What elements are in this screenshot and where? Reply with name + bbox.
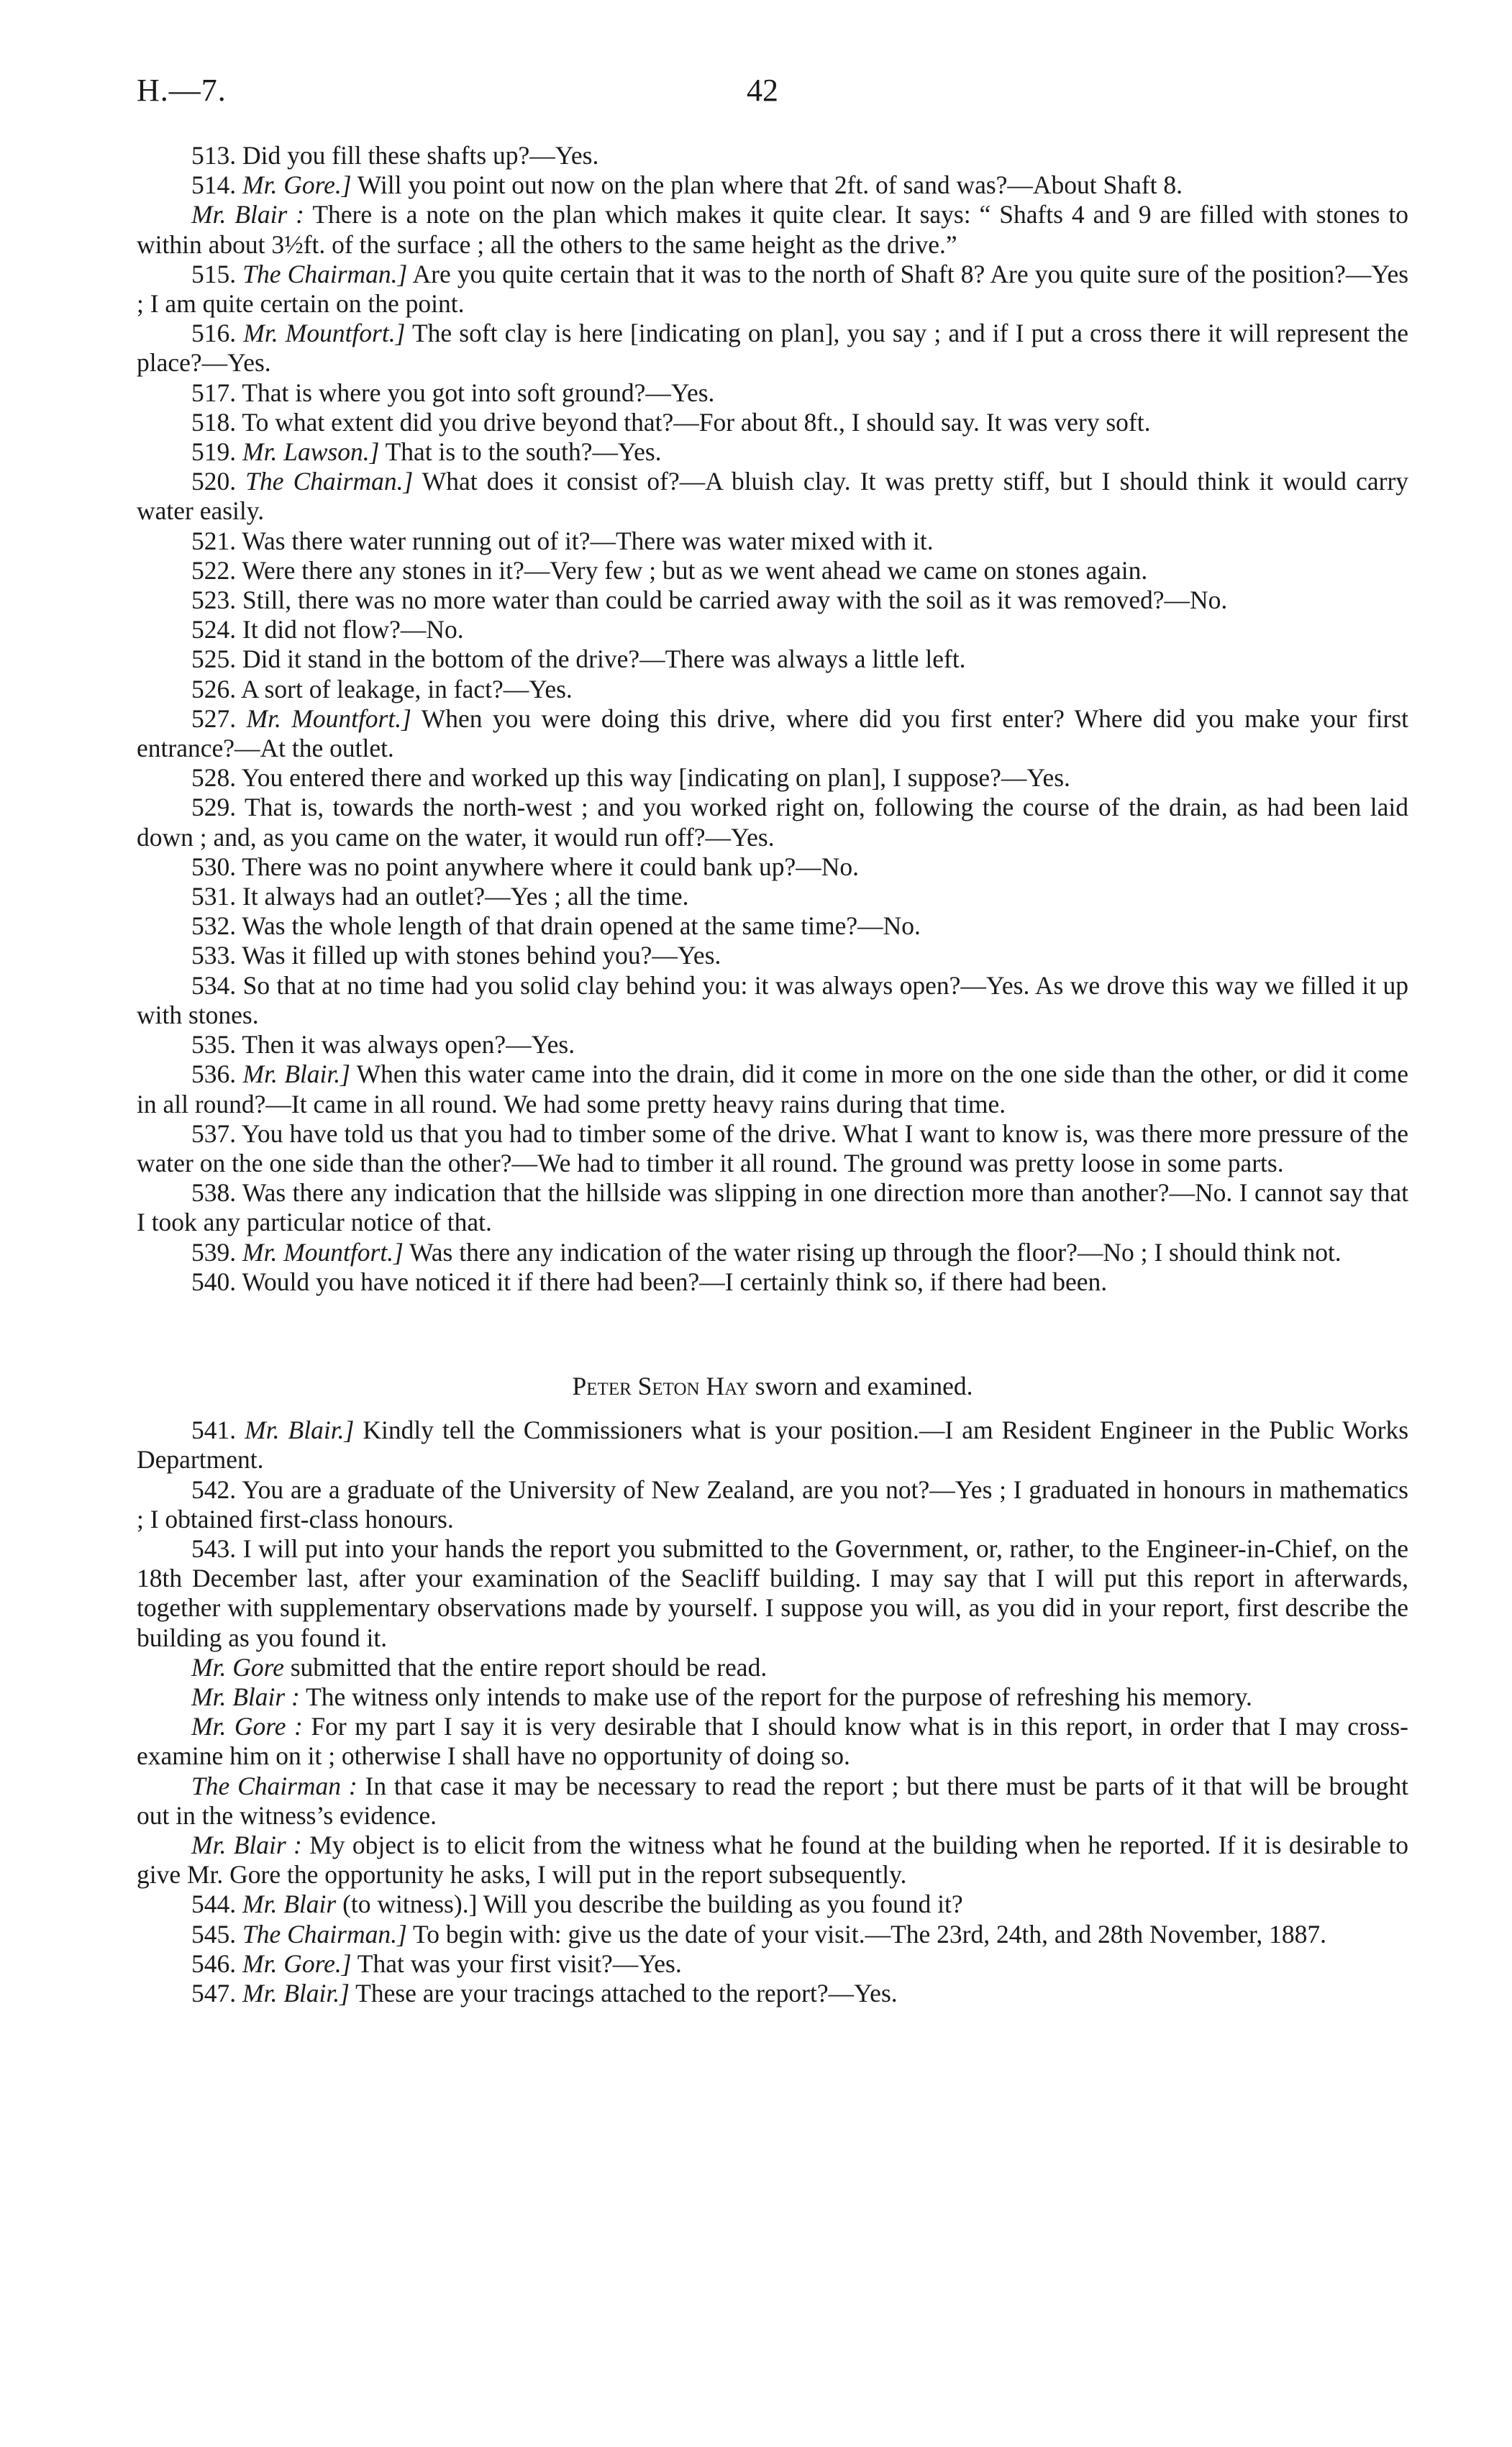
paragraph-text: Did you fill these shafts up?—Yes. — [242, 141, 599, 170]
question-paragraph — [137, 1534, 1408, 1653]
question-paragraph — [137, 1949, 1408, 1979]
question-paragraph — [137, 1653, 1408, 1682]
speaker-name: The Chairman : — [191, 1771, 357, 1800]
question-number: 516. — [191, 319, 237, 348]
question-paragraph — [137, 1979, 1408, 2008]
paragraph-text: The soft clay is here [indicating on plan], you say ; and if I put a cross there it will represent the place?—Yes. — [137, 319, 1409, 378]
speaker-name: Mr. Blair : — [191, 1682, 300, 1711]
speaker-name: The Chairman.] — [245, 467, 414, 496]
question-paragraph — [137, 793, 1408, 852]
question-paragraph — [137, 467, 1408, 526]
paragraph-text: Did it stand in the bottom of the drive?—There was always a little left. — [242, 644, 966, 674]
paragraph-text: A sort of leakage, in fact?—Yes. — [241, 674, 573, 703]
question-paragraph — [137, 408, 1408, 437]
paragraph-text: Was there any indication of the water rising up through the floor?—No ; I should think not. — [409, 1237, 1342, 1267]
question-number: 515. — [191, 259, 237, 288]
question-paragraph — [137, 1416, 1408, 1475]
question-paragraph — [137, 1238, 1408, 1267]
question-number: 546. — [191, 1949, 237, 1978]
paragraph-text: submitted that the entire report should be read. — [290, 1652, 768, 1682]
question-number: 519. — [191, 437, 237, 467]
paragraph-text: Still, there was no more water than could be carried away with the soil as it was removed?—No. — [242, 585, 1228, 615]
question-number: 531. — [191, 882, 237, 911]
question-number: 514. — [191, 170, 237, 200]
page-number: 42 — [747, 73, 778, 108]
question-number: 536. — [191, 1060, 237, 1089]
paragraph-text: That was your first visit?—Yes. — [357, 1949, 682, 1978]
question-number: 539. — [191, 1237, 237, 1267]
question-paragraph — [137, 378, 1408, 408]
question-number: 545. — [191, 1919, 237, 1949]
question-paragraph — [137, 556, 1408, 585]
question-number: 517. — [191, 378, 237, 407]
question-paragraph — [137, 1475, 1408, 1534]
speaker-name: Mr. Lawson.] — [242, 437, 380, 467]
question-paragraph — [137, 1772, 1408, 1831]
paragraph-text: To begin with: give us the date of your visit.—The 23rd, 24th, and 28th November, 1887. — [413, 1919, 1326, 1949]
question-paragraph — [137, 170, 1408, 200]
question-paragraph — [137, 200, 1408, 259]
speaker-name: Mr. Blair : — [191, 200, 305, 229]
paragraph-text: That is to the south?—Yes. — [385, 437, 662, 467]
paragraph-text: When you were doing this drive, where did you first enter? Where did you make your first entrance?—At the outlet. — [137, 703, 1409, 763]
question-number: 544. — [191, 1890, 237, 1919]
question-number: 529. — [191, 793, 237, 822]
paragraph-text: Was there water running out of it?—There was water mixed with it. — [242, 526, 934, 555]
speaker-name: Mr. Gore.] — [242, 170, 352, 200]
question-paragraph — [137, 437, 1408, 467]
paragraph-text: My object is to elicit from the witness what he found at the building when he reported. If it is desirable to give Mr. Gore the opportunity he asks, I will put in the report subsequently. — [137, 1830, 1409, 1890]
paragraph-text: That is where you got into soft ground?—Yes. — [242, 378, 715, 407]
paragraph-text: Are you quite certain that it was to the north of Shaft 8? Are you quite sure of the position?—Yes ; I am quite certain on the point. — [137, 259, 1409, 319]
series-label: H.—7. — [137, 73, 227, 108]
question-number: 543. — [191, 1534, 237, 1563]
question-paragraph — [137, 615, 1408, 644]
speaker-name: Mr. Blair : — [191, 1830, 302, 1859]
question-number: 535. — [191, 1030, 237, 1060]
question-number: 524. — [191, 615, 237, 644]
question-paragraph — [137, 585, 1408, 615]
question-paragraph — [137, 1712, 1408, 1771]
paragraph-text: You entered there and worked up this way [indicating on plan], I suppose?—Yes. — [241, 763, 1070, 793]
question-paragraph — [137, 911, 1408, 941]
question-paragraph — [137, 527, 1408, 556]
question-paragraph — [137, 1831, 1408, 1890]
paragraph-text: Was the whole length of that drain opened at the same time?—No. — [242, 911, 921, 941]
question-paragraph — [137, 882, 1408, 911]
speaker-name: The Chairman.] — [242, 259, 408, 288]
question-number: 520. — [191, 467, 237, 496]
paragraph-text: For my part I say it is very desirable that I should know what is in this report, in order that I may cross-examine him on it ; otherwise I shall have no opportunity of doing so. — [137, 1712, 1408, 1771]
paragraph-text: Will you point out now on the plan where that 2ft. of sand was?—About Shaft 8. — [357, 170, 1183, 200]
paragraph-text: So that at no time had you solid clay behind you: it was always open?—Yes. As we drove this way we filled it up with stones. — [137, 970, 1409, 1029]
paragraph-text: Kindly tell the Commissioners what is your position.—I am Resident Engineer in the Public Works Department. — [137, 1416, 1409, 1475]
paragraph-text: Were there any stones in it?—Very few ; but as we went ahead we came on stones again. — [242, 555, 1148, 585]
question-number: 542. — [191, 1475, 237, 1504]
question-number: 533. — [191, 941, 237, 970]
paragraph-text: You have told us that you had to timber some of the drive. What I want to know is, was there more pressure of the water on the one side than the other?—We had to timber it all round. The ground was pretty loose in some parts. — [137, 1118, 1409, 1177]
speaker-name: Mr. Mountfort.] — [246, 703, 411, 733]
speaker-name: Mr. Blair.] — [242, 1978, 350, 2008]
question-paragraph — [137, 852, 1408, 882]
document-body — [137, 141, 1408, 2008]
question-number: 527. — [191, 703, 237, 733]
speaker-name: Mr. Mountfort.] — [242, 1237, 404, 1267]
question-number: 530. — [191, 852, 237, 881]
question-number: 522. — [191, 555, 237, 585]
speaker-name: Mr. Gore : — [191, 1712, 303, 1741]
speaker-name: Mr. Gore — [191, 1652, 284, 1682]
paragraph-text: It did not flow?—No. — [242, 615, 464, 644]
paragraph-text: I will put into your hands the report you submitted to the Government, or, rather, to the Engineer-in-Chief, on the 18th December last, after your examination of the Seacliff building. I may say that I will put this report in afterwards, together with supplementary observations made by yourself. I suppose you will, as you did in your report, first describe the building as you found it. — [137, 1534, 1408, 1652]
question-paragraph — [137, 763, 1408, 793]
paragraph-text: To what extent did you drive beyond that?—For about 8ft., I should say. It was very soft. — [242, 407, 1151, 437]
speaker-name: Mr. Blair — [242, 1890, 337, 1919]
question-number: 541. — [191, 1416, 237, 1445]
paragraph-text: What does it consist of?—A bluish clay. It was pretty stiff, but I should think it would carry water easily. — [137, 467, 1409, 526]
question-paragraph — [137, 704, 1408, 763]
question-paragraph — [137, 941, 1408, 970]
paragraph-text: There is a note on the plan which makes it quite clear. It says: “ Shafts 4 and 9 are filled with stones to within about 3½ft. of the surface ; all the others to the same height as the drive.” — [137, 200, 1409, 259]
question-paragraph — [137, 1682, 1408, 1712]
question-paragraph — [137, 141, 1408, 170]
paragraph-text: You are a graduate of the University of New Zealand, are you not?—Yes ; I graduated in honours in mathematics ; I obtained first-class honours. — [137, 1475, 1408, 1534]
paragraph-text: Would you have noticed it if there had been?—I certainly think so, if there had been. — [242, 1267, 1108, 1296]
question-paragraph — [137, 1267, 1408, 1297]
paragraph-text: It always had an outlet?—Yes ; all the time. — [242, 882, 689, 911]
question-paragraph — [137, 675, 1408, 704]
speaker-name: The Chairman.] — [242, 1919, 407, 1949]
question-number: 538. — [191, 1178, 237, 1208]
question-paragraph — [137, 1119, 1408, 1178]
question-number: 532. — [191, 911, 237, 941]
question-number: 525. — [191, 644, 237, 674]
question-paragraph — [137, 1060, 1408, 1118]
witness-heading — [137, 1372, 1408, 1401]
paragraph-text: (to witness).] Will you describe the building as you found it? — [342, 1890, 963, 1919]
question-number: 521. — [191, 526, 237, 555]
paragraph-text: Then it was always open?—Yes. — [242, 1030, 575, 1060]
question-number: 537. — [191, 1118, 237, 1148]
evidence-section-1 — [137, 141, 1408, 1297]
question-paragraph — [137, 319, 1408, 378]
question-number: 534. — [191, 970, 237, 1000]
paragraph-text: There was no point anywhere where it could bank up?—No. — [242, 852, 860, 881]
paragraph-text: Was it filled up with stones behind you?—Yes. — [242, 941, 721, 970]
question-paragraph — [137, 644, 1408, 674]
speaker-name: Mr. Mountfort.] — [243, 319, 406, 348]
question-paragraph — [137, 1920, 1408, 1949]
paragraph-text: These are your tracings attached to the report?—Yes. — [355, 1978, 898, 2008]
evidence-section-2 — [137, 1416, 1408, 2008]
witness-name: Peter Seton Hay — [572, 1371, 749, 1400]
question-number: 547. — [191, 1978, 237, 2008]
question-paragraph — [137, 1178, 1408, 1237]
question-number: 528. — [191, 763, 237, 793]
question-number: 523. — [191, 585, 237, 615]
paragraph-text: In that case it may be necessary to read the report ; but there must be parts of it that will be brought out in the witness’s evidence. — [137, 1771, 1408, 1830]
paragraph-text: When this water came into the drain, did it come in more on the one side than the other, or did it come in all round?—It came in all round. We had some pretty heavy rains during that time. — [137, 1060, 1409, 1118]
speaker-name: Mr. Blair.] — [245, 1416, 355, 1445]
question-paragraph — [137, 260, 1408, 319]
question-paragraph — [137, 1890, 1408, 1919]
paragraph-text: That is, towards the north-west ; and you worked right on, following the course of the drain, as had been laid down ; and, as you came on the water, it would run off?—Yes. — [137, 793, 1408, 852]
paragraph-text: The witness only intends to make use of the report for the purpose of refreshing his memory. — [306, 1682, 1252, 1711]
question-number: 526. — [191, 674, 237, 703]
paragraph-text: Was there any indication that the hillside was slipping in one direction more than another?—No. I cannot say that I took any particular notice of that. — [137, 1178, 1409, 1237]
question-number: 513. — [191, 141, 237, 170]
speaker-name: Mr. Gore.] — [242, 1949, 352, 1978]
question-number: 540. — [191, 1267, 237, 1296]
question-paragraph — [137, 1030, 1408, 1060]
speaker-name: Mr. Blair.] — [242, 1060, 350, 1089]
witness-heading-rest: sworn and examined. — [755, 1371, 973, 1400]
question-number: 518. — [191, 407, 237, 437]
question-paragraph — [137, 971, 1408, 1030]
